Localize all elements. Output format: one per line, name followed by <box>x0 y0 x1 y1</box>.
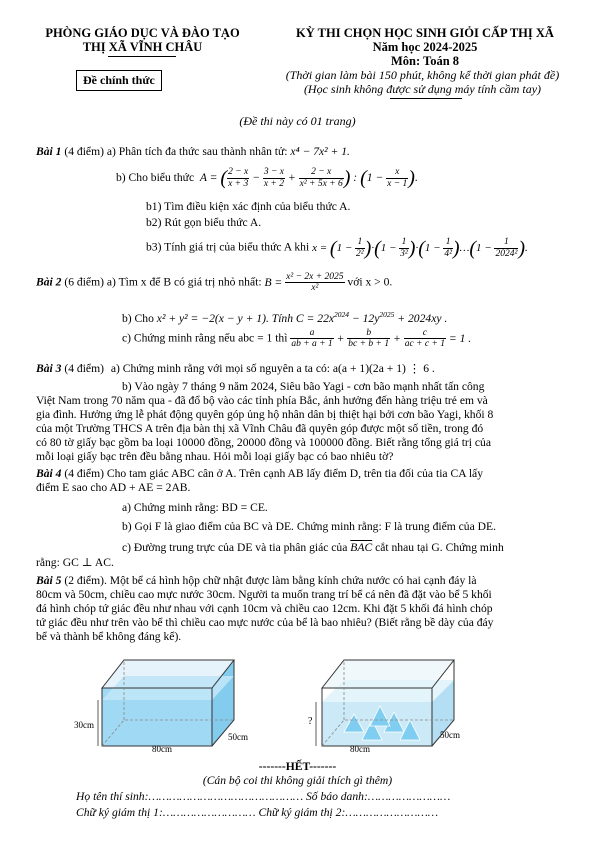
bai4-c2: cắt nhau tại G. Chứng minh <box>375 541 504 554</box>
bai5-line5: bể và thành bể không đáng kể). <box>36 630 182 643</box>
signature-line: Chữ ký giám thị 1:……………………… Chữ ký giám thị 2:……………………… <box>76 806 439 819</box>
bai3-points: (4 điểm) <box>64 362 104 375</box>
district-name: THỊ XÃ VĨNH CHÂU <box>82 40 203 54</box>
bai3-a-text: a) Chứng minh rằng với mọi số nguyên a ta có: a(a + 1)(2a + 1) ⋮ 6 . <box>110 362 435 375</box>
bai1-b2: b2) Rút gọn biểu thức A. <box>146 216 262 229</box>
pages-note: (Đề thi này có 01 trang) <box>239 114 356 128</box>
candidate-info-line: Họ tên thí sinh:……………………………………… Số báo danh:…………………… <box>76 790 451 803</box>
bai1-b3-text: b3) Tính giá trị của biểu thức A khi <box>146 240 310 254</box>
school-year: Năm học 2024-2025 <box>372 40 478 54</box>
time-note: (Thời gian làm bài 150 phút, không kể thời gian phát đề) <box>285 68 560 82</box>
angle-BAC: $\overline{BAC}$ <box>350 541 373 554</box>
bai1-b <box>116 166 418 190</box>
bai4-intro1: Cho tam giác ABC cân ở A. Trên cạnh AB lấy điểm D, trên tia đối của tia CA lấy <box>106 467 483 480</box>
bai2-a <box>36 272 392 294</box>
bai2-label: Bài 2 <box>36 275 62 289</box>
bai3-b-line3: gia đình. Hưởng ứng lễ phát động quyên góp ủng hộ nhân dân bị thiệt hại bởi cơn bão Yagi, khối 8 <box>36 408 494 421</box>
bai4-c1: c) Đường trung trực của DE và tia phân giác của <box>122 541 348 554</box>
bai1-a-expr: x⁴ − 7x² + 1. <box>290 145 350 158</box>
bai2-b-text: b) Cho <box>122 311 154 325</box>
header-underline-left <box>108 56 176 57</box>
bai5-label: Bài 5 <box>36 574 62 587</box>
proctor-note: (Cán bộ coi thi không giải thích gì thêm) <box>202 774 393 787</box>
bai3-label: Bài 3 <box>36 362 62 375</box>
bai1-a <box>36 145 350 159</box>
bai3-b-line2: Việt Nam trong 70 năm qua - đã đổ bộ vào các tỉnh phía Bắc, ảnh hưởng đến hàng triệu trẻ em và <box>36 394 488 407</box>
bai3-b-line6: mỗi loại giấy bạc trên đều bằng nhau. Hỏi mỗi loại giấy bạc có bao nhiêu tờ? <box>36 450 394 463</box>
expr-x-product: x = (1 − $\frac{1}{\text{2²}}$ )·(1 − $\frac{1}{\text{3²}}$ )·(1 − $\frac{1}{\text{4²}}$ )…(1 − $\frac{1}{\text{2024²}}$ ). <box>312 237 528 259</box>
bai2-a-tail: với x > 0. <box>347 275 393 289</box>
fig2-length-label: 80cm <box>350 744 370 754</box>
bai5-line1 <box>36 574 477 588</box>
bai1-b-text: b) Cho biểu thức <box>116 170 195 184</box>
calculator-note: (Học sinh không được sử dụng máy tính cầm tay) <box>303 82 542 96</box>
bai3-b-line4: của một Trường THCS A trên địa bàn thị xã Vĩnh Châu đã quyên góp được một số tiền, trong đó <box>36 422 484 435</box>
bai2-c <box>122 328 471 350</box>
bai5-line2: 80cm và 50cm, chiều cao mực nước 30cm. Người ta muốn trang trí bể cá nên đã đặt vào bể 5 khối <box>36 588 492 601</box>
bai3-b-line1: b) Vào ngày 7 tháng 9 năm 2024, Siêu bão Yagi - cơn bão mạnh nhất tấn công <box>122 380 485 393</box>
expr-C: $C = 22x^{2024} - 12y^{2025} + 2024xy$ . <box>295 310 448 325</box>
official-exam-box: Đề chính thức <box>76 70 162 91</box>
fig1-length-label: 80cm <box>152 744 172 754</box>
bai4-c <box>122 541 504 555</box>
fig1-width-label: 50cm <box>228 732 248 742</box>
bai2-points: (6 điểm) <box>64 275 104 289</box>
fig2-height-label: ? <box>308 716 313 727</box>
bai1-b1: b1) Tìm điều kiện xác định của biểu thức A. <box>146 200 351 213</box>
bai4-intro <box>36 467 483 481</box>
tank-figure-1 <box>70 648 280 758</box>
fig2-width-label: 50cm <box>440 730 460 740</box>
expr-A: A = ( $\frac{2 - x}{x + 3}$ − $\frac{3 - x}{x + 2}$ + $\frac{2 - x}{\text{x² + 5x + 6}}$ ) : (1 − $\frac{x}{x - 1}$ ). <box>197 167 418 189</box>
bai3-a <box>36 362 435 376</box>
bai5-line4: tứ giác đều như trên vào bể thì chiều cao mực nước của bể là bao nhiêu? (Biết rằng bề dày của đáy <box>36 616 494 629</box>
bai4-a: a) Chứng minh rằng: BD = CE. <box>122 501 268 514</box>
subject: Môn: Toán 8 <box>390 54 460 68</box>
bai2-c-text: c) Chứng minh rằng nếu abc = 1 thì <box>122 331 288 345</box>
bai1-a-text: a) Phân tích đa thức sau thành nhân tử: <box>106 145 288 158</box>
bai1-b3 <box>146 236 528 260</box>
bai4-intro2: điểm E sao cho AD + AE = 2AB. <box>36 481 191 494</box>
bai1-label: Bài 1 <box>36 145 62 158</box>
bai5-line3: đá hình chóp tứ giác đều như nhau với cạnh 10cm và chiều cao 12cm. Khi đặt 5 khối đá hình chóp <box>36 602 493 615</box>
bai3-b-line5: có 80 tờ giấy bạc gồm ba loại 10000 đồng, 20000 đồng và 100000 đồng. Biết rằng tổng giá trị của <box>36 436 491 449</box>
expr-abc: $\frac{a}{ab + a + 1}$ + $\frac{b}{bc + b + 1}$ + $\frac{c}{ac + c + 1}$ = 1 . <box>291 328 472 350</box>
bai5-text1: Một bể cá hình hộp chữ nhật được làm bằng kính chứa nước có hai cạnh đáy là <box>109 574 477 587</box>
bai5-points: (2 điểm). <box>64 574 107 587</box>
fig1-height-label: 30cm <box>74 720 94 730</box>
bai2-b-cond: x² + y² = −2(x − y + 1). Tính <box>156 311 294 325</box>
bai4-label: Bài 4 <box>36 467 62 480</box>
bai2-a-text: a) Tìm x để B có giá trị nhỏ nhất: <box>106 275 262 289</box>
bai2-b <box>122 310 447 326</box>
bai4-c3: rằng: GC ⊥ AC. <box>36 556 114 569</box>
tank-figure-2 <box>300 648 500 758</box>
exam-title: KỲ THI CHỌN HỌC SINH GIỎI CẤP THỊ XÃ <box>296 26 554 40</box>
bai1-points: (4 điểm) <box>64 145 104 158</box>
bai4-points: (4 điểm) <box>64 467 104 480</box>
bai4-b: b) Gọi F là giao điểm của BC và DE. Chứng minh rằng: F là trung điểm của DE. <box>122 520 497 533</box>
department-name: PHÒNG GIÁO DỤC VÀ ĐÀO TẠO <box>45 26 240 40</box>
expr-B: B = $\frac{\text{x² − 2x + 2025}}{\text{x²}}$ <box>264 272 344 294</box>
header-underline-right <box>390 98 462 99</box>
end-marker: -------HẾT------- <box>258 760 337 773</box>
